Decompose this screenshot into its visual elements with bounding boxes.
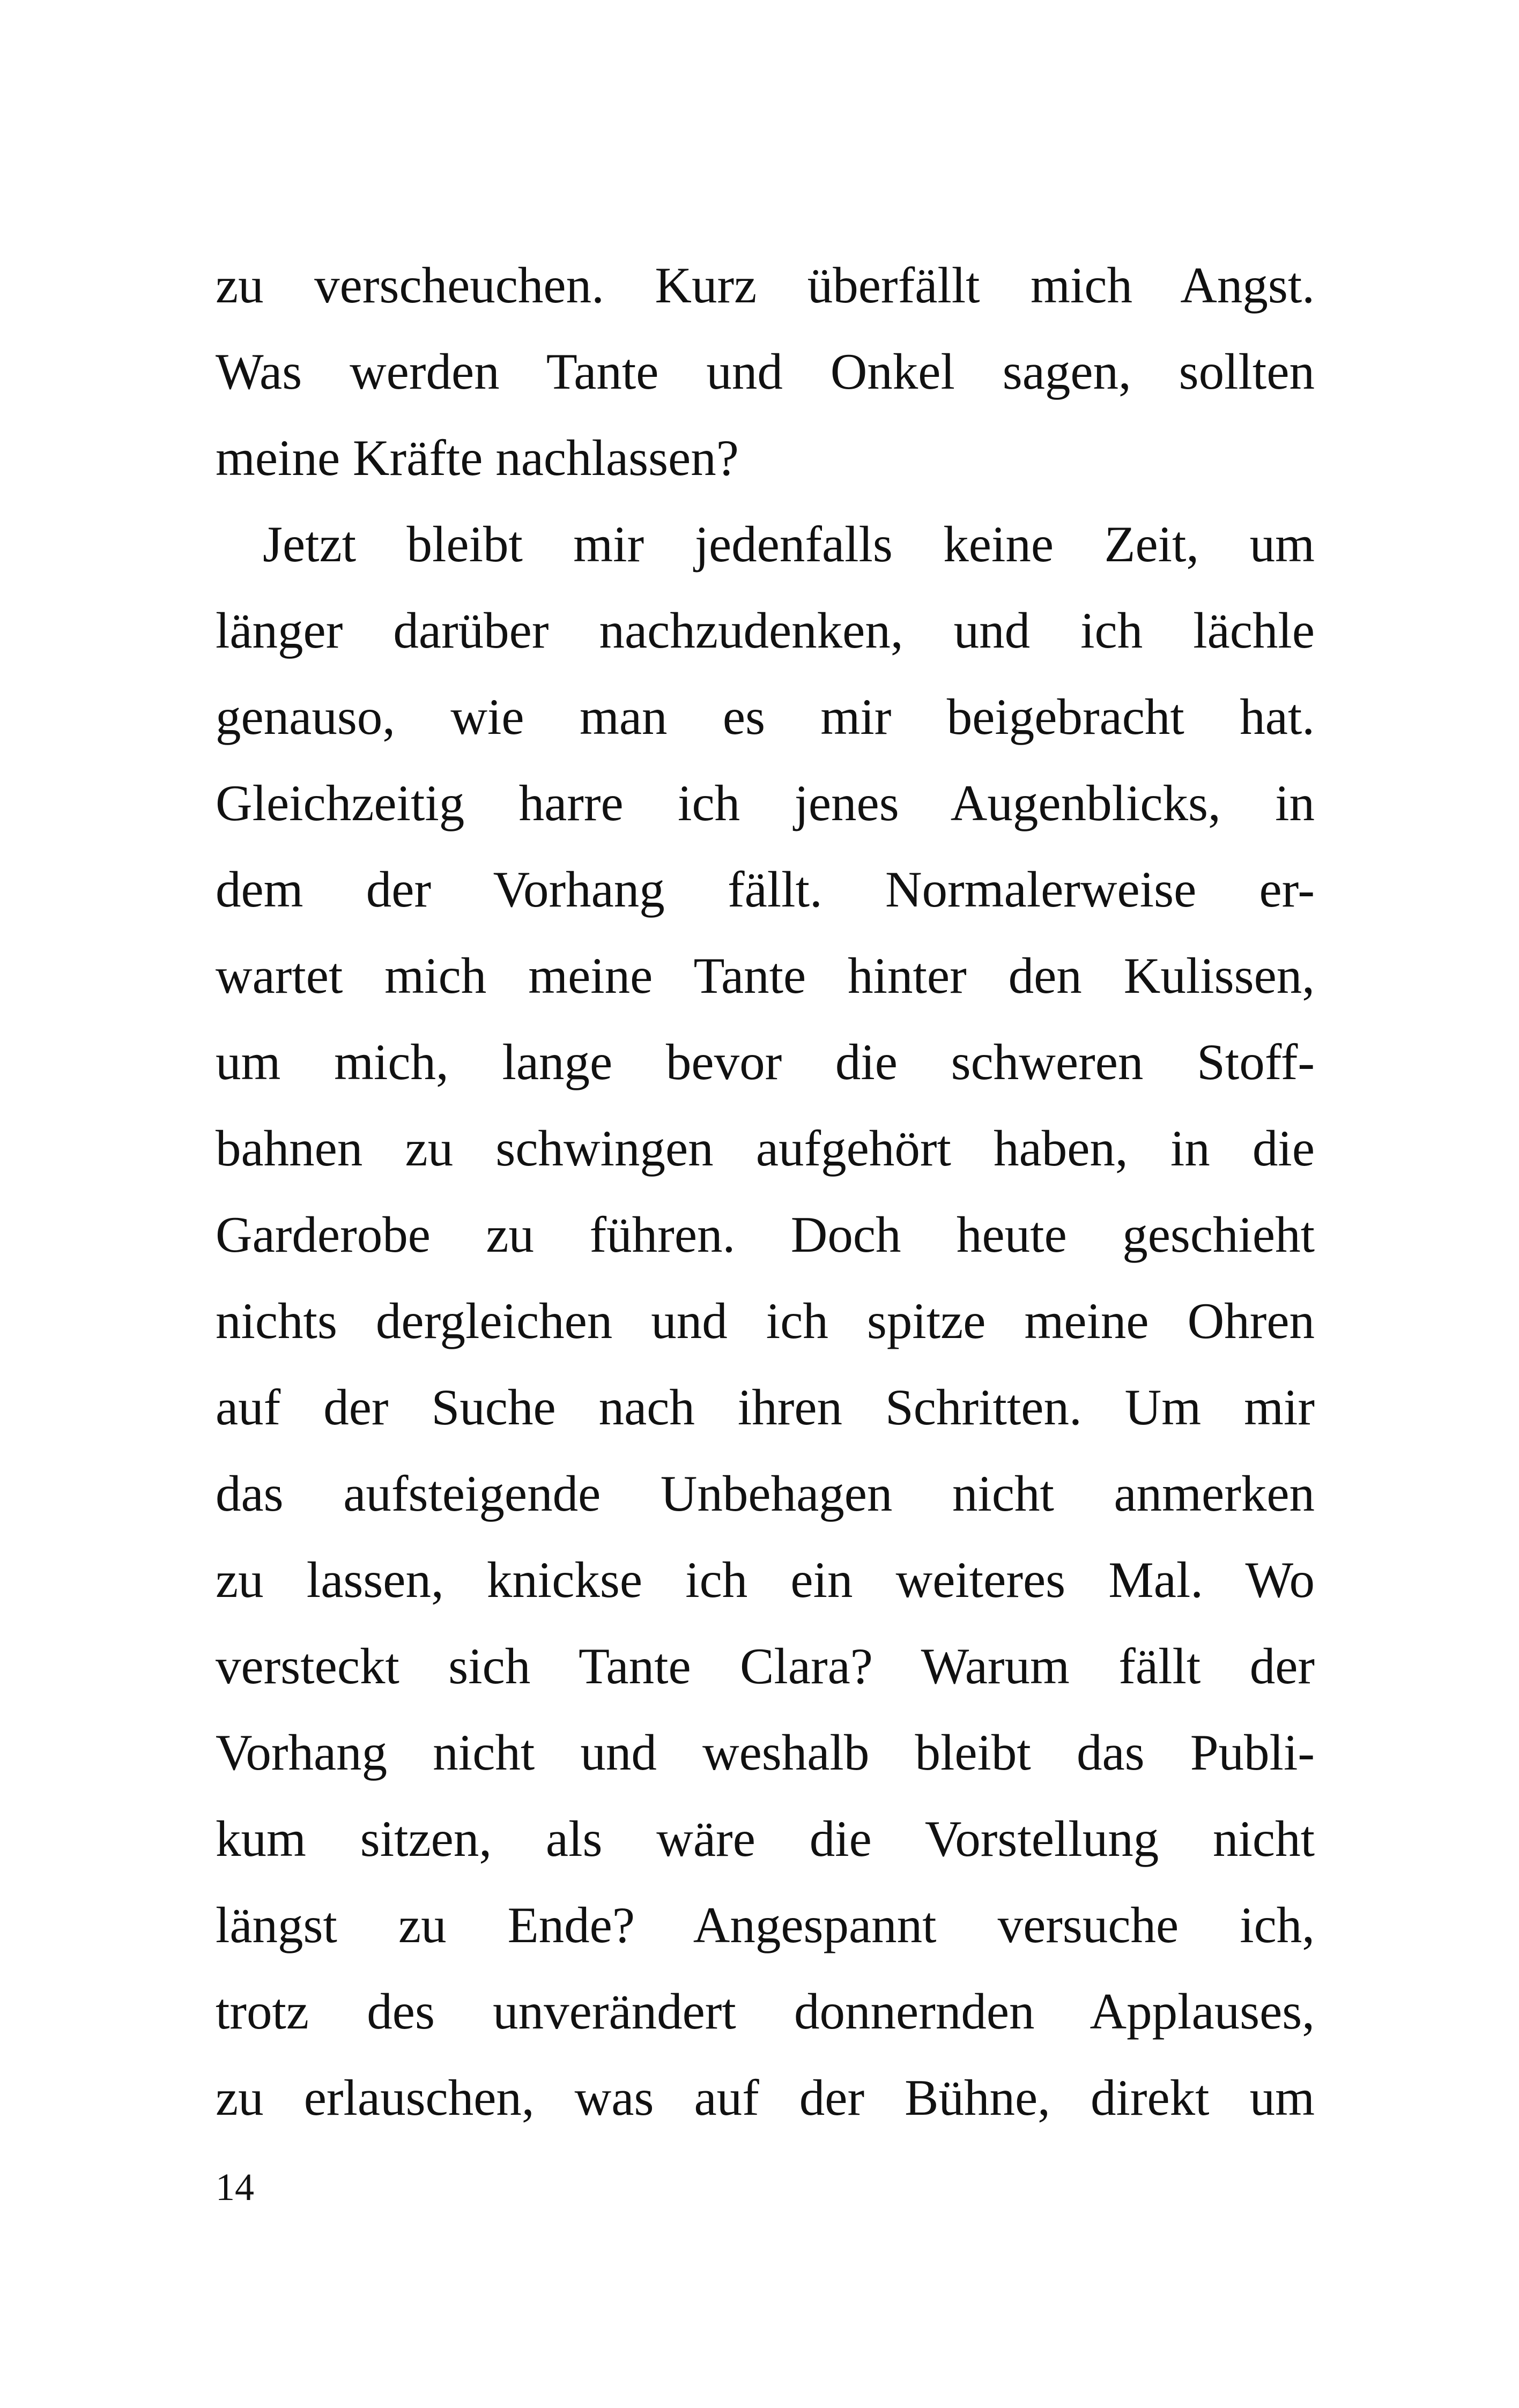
body-text (216, 242, 1315, 2141)
text-line: Was werden Tante und Onkel sagen, sollten (216, 343, 1315, 400)
text-line: trotz des unverändert donnernden Applauses, (216, 1983, 1315, 2040)
text-line: zu verscheuchen. Kurz überfällt mich Angst. (216, 257, 1315, 314)
text-line: meine Kräfte nachlassen? (216, 429, 739, 486)
text-line: nichts dergleichen und ich spitze meine Ohren (216, 1292, 1315, 1349)
text-line: das aufsteigende Unbehagen nicht anmerken (216, 1465, 1315, 1522)
text-line: auf der Suche nach ihren Schritten. Um mir (216, 1379, 1315, 1436)
text-line: um mich, lange bevor die schweren Stoff- (216, 1034, 1315, 1090)
text-line: Gleichzeitig harre ich jenes Augenblicks, in (216, 775, 1315, 831)
page-number: 14 (216, 2166, 254, 2209)
text-line: Garderobe zu führen. Doch heute geschieht (216, 1206, 1315, 1263)
text-line: längst zu Ende? Angespannt versuche ich, (216, 1897, 1315, 1953)
text-line: dem der Vorhang fällt. Normalerweise er- (216, 861, 1315, 918)
text-line: genauso, wie man es mir beigebracht hat. (216, 688, 1315, 745)
text-line: zu lassen, knickse ich ein weiteres Mal. Wo (216, 1551, 1315, 1608)
text-line: Vorhang nicht und weshalb bleibt das Publi- (216, 1724, 1315, 1781)
text-line: bahnen zu schwingen aufgehört haben, in die (216, 1120, 1315, 1177)
text-line: zu erlauschen, was auf der Bühne, direkt um (216, 2069, 1315, 2126)
text-line: wartet mich meine Tante hinter den Kulissen, (216, 947, 1315, 1004)
text-line: versteckt sich Tante Clara? Warum fällt der (216, 1638, 1315, 1694)
text-line: kum sitzen, als wäre die Vorstellung nicht (216, 1810, 1315, 1867)
text-line: Jetzt bleibt mir jedenfalls keine Zeit, um (263, 516, 1315, 573)
text-line: länger darüber nachzudenken, und ich lächle (216, 602, 1315, 659)
